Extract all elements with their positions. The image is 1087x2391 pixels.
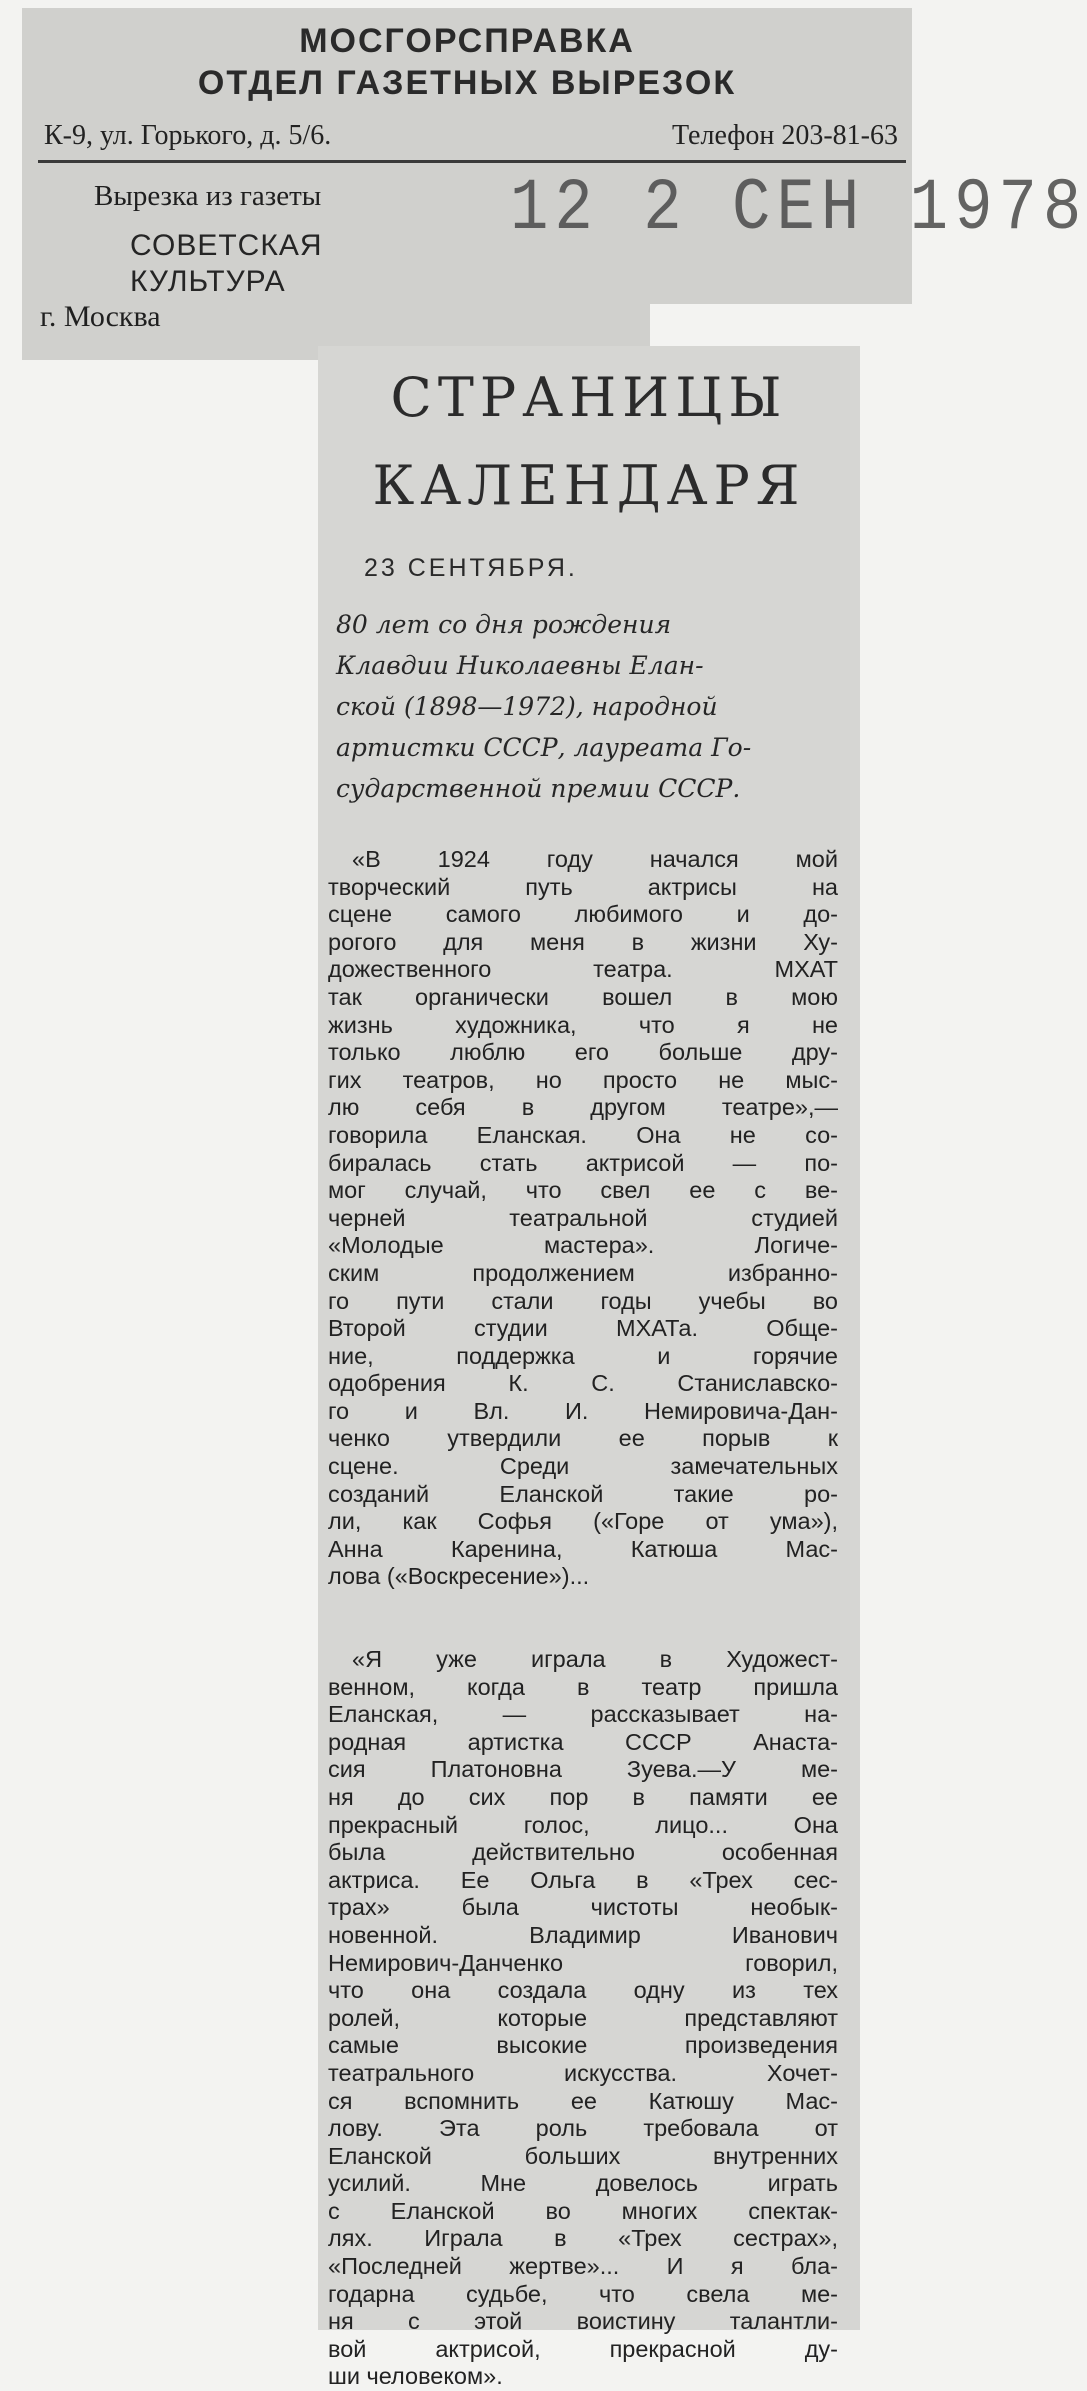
text-line: ши человеком». — [328, 2363, 503, 2390]
text-line: усилий. Мне довелось играть — [328, 2170, 838, 2197]
text-line: сцене самого любимого и до- — [328, 901, 838, 928]
date-stamp: 12 2 СЕН 1978 — [510, 168, 1087, 251]
text-line: дожественного театра. МХАТ — [328, 956, 838, 983]
text-line: мог случай, что свел ее с ве- — [328, 1177, 838, 1204]
text-line: «Последней жертве»... И я бла- — [328, 2253, 838, 2280]
agency-address: К-9, ул. Горького, д. 5/6. — [44, 120, 332, 151]
text-line: была действительно особенная — [328, 1839, 838, 1866]
clipping-service-label — [22, 8, 1087, 304]
text-line: говорила Еланская. Она не со- — [328, 1121, 838, 1148]
text-line: биралась стать актрисой — по- — [328, 1149, 838, 1176]
text-line: черней театральной студией — [328, 1204, 838, 1231]
text-line: самые высокие произведения — [328, 2032, 838, 2059]
article-paragraph — [318, 1646, 860, 2391]
text-line: прекрасный голос, лицо... Она — [328, 1811, 838, 1838]
text-line: только люблю его больше дру- — [328, 1039, 838, 1066]
text-line: Немирович-Данченко говорил, — [328, 1949, 838, 1976]
text-line: ским продолжением избранно- — [328, 1259, 838, 1286]
text-line: ня с этой воистину талантли- — [328, 2308, 838, 2335]
agency-phone: Телефон 203-81-63 — [672, 120, 898, 151]
text-line: актриса. Ее Ольга в «Трех сес- — [328, 1866, 838, 1893]
text-line: вой актрисой, прекрасной ду- — [328, 2335, 838, 2362]
text-line: жизнь художника, что я не — [328, 1011, 838, 1038]
article-headline: КАЛЕНДАРЯ — [372, 454, 806, 517]
agency-name: МОСГОРСПРАВКА — [299, 22, 635, 60]
newspaper-name-line: КУЛЬТУРА — [130, 265, 286, 298]
text-line: Клавдии Николаевны Елан- — [336, 651, 704, 680]
article-intro — [336, 604, 850, 809]
article-headline: СТРАНИЦЫ — [390, 366, 788, 429]
department-name: ОТДЕЛ ГАЗЕТНЫХ ВЫРЕЗОК — [197, 64, 737, 102]
text-line: ской (1898—1972), народной — [336, 692, 718, 721]
text-line: артистки СССР, лауреата Го- — [336, 733, 752, 762]
article-date: 23 СЕНТЯБРЯ. — [364, 554, 578, 582]
text-line: венном, когда в театр пришла — [328, 1673, 838, 1700]
text-line: театрального искусства. Хочет- — [328, 2059, 838, 2086]
text-line: 80 лет со дня рождения — [336, 610, 672, 639]
text-line: «Я уже играла в Художест- — [352, 1646, 838, 1672]
address-row — [38, 120, 906, 163]
text-line: гих театров, но просто не мыс- — [328, 1066, 838, 1093]
text-line: ня до сих пор в памяти ее — [328, 1783, 838, 1810]
text-line: ченко утвердили ее порыв к — [328, 1425, 838, 1452]
text-line: созданий Еланской такие ро- — [328, 1480, 838, 1507]
text-line: так органически вошел в мою — [328, 983, 838, 1010]
text-line: ролей, которые представляют — [328, 2004, 838, 2031]
text-line: «В 1924 году начался мой — [352, 846, 838, 872]
text-line: рогого для меня в жизни Ху- — [328, 928, 838, 955]
newspaper-name — [130, 228, 323, 300]
text-line: сударственной премии СССР. — [336, 774, 741, 803]
text-line: творческий путь актрисы на — [328, 873, 838, 900]
text-line: родная артистка СССР Анаста- — [328, 1728, 838, 1755]
text-line: одобрения К. С. Станиславско- — [328, 1370, 838, 1397]
text-line: с Еланской во многих спектак- — [328, 2197, 838, 2224]
text-line: Еланская, — рассказывает на- — [328, 1701, 838, 1728]
text-line: Второй студии МХАТа. Обще- — [328, 1315, 838, 1342]
text-line: Анна Каренина, Катюша Мас- — [328, 1535, 838, 1562]
text-line: годарна судьбе, что свела ме- — [328, 2280, 838, 2307]
text-line: лова («Воскресение»)... — [328, 1563, 590, 1590]
newspaper-name-line: СОВЕТСКАЯ — [130, 229, 323, 262]
text-line: го и Вл. И. Немировича-Дан- — [328, 1397, 838, 1424]
text-line: ли, как Софья («Горе от ума»), — [328, 1508, 838, 1535]
text-line: ние, поддержка и горячие — [328, 1342, 838, 1369]
clipping-source-label: Вырезка из газеты — [94, 180, 322, 212]
text-line: трах» была чистоты необык- — [328, 1894, 838, 1921]
text-line: сцене. Среди замечательных — [328, 1453, 838, 1480]
text-line: «Молодые мастера». Логиче- — [328, 1232, 838, 1259]
text-line: новенной. Владимир Иванович — [328, 1921, 838, 1948]
newspaper-clipping — [318, 346, 860, 2390]
newspaper-city: г. Москва — [40, 300, 161, 333]
text-line: ся вспомнить ее Катюшу Мас- — [328, 2087, 838, 2114]
text-line: что она создала одну из тех — [328, 1977, 838, 2004]
article-paragraph — [318, 846, 860, 1591]
text-line: лову. Эта роль требовала от — [328, 2115, 838, 2142]
text-line: лях. Играла в «Трех сестрах», — [328, 2225, 838, 2252]
text-line: лю себя в другом театре»,— — [328, 1094, 838, 1121]
text-line: сия Платоновна Зуева.—У ме- — [328, 1756, 838, 1783]
text-line: го пути стали годы учебы во — [328, 1287, 838, 1314]
text-line: Еланской больших внутренних — [328, 2142, 838, 2169]
